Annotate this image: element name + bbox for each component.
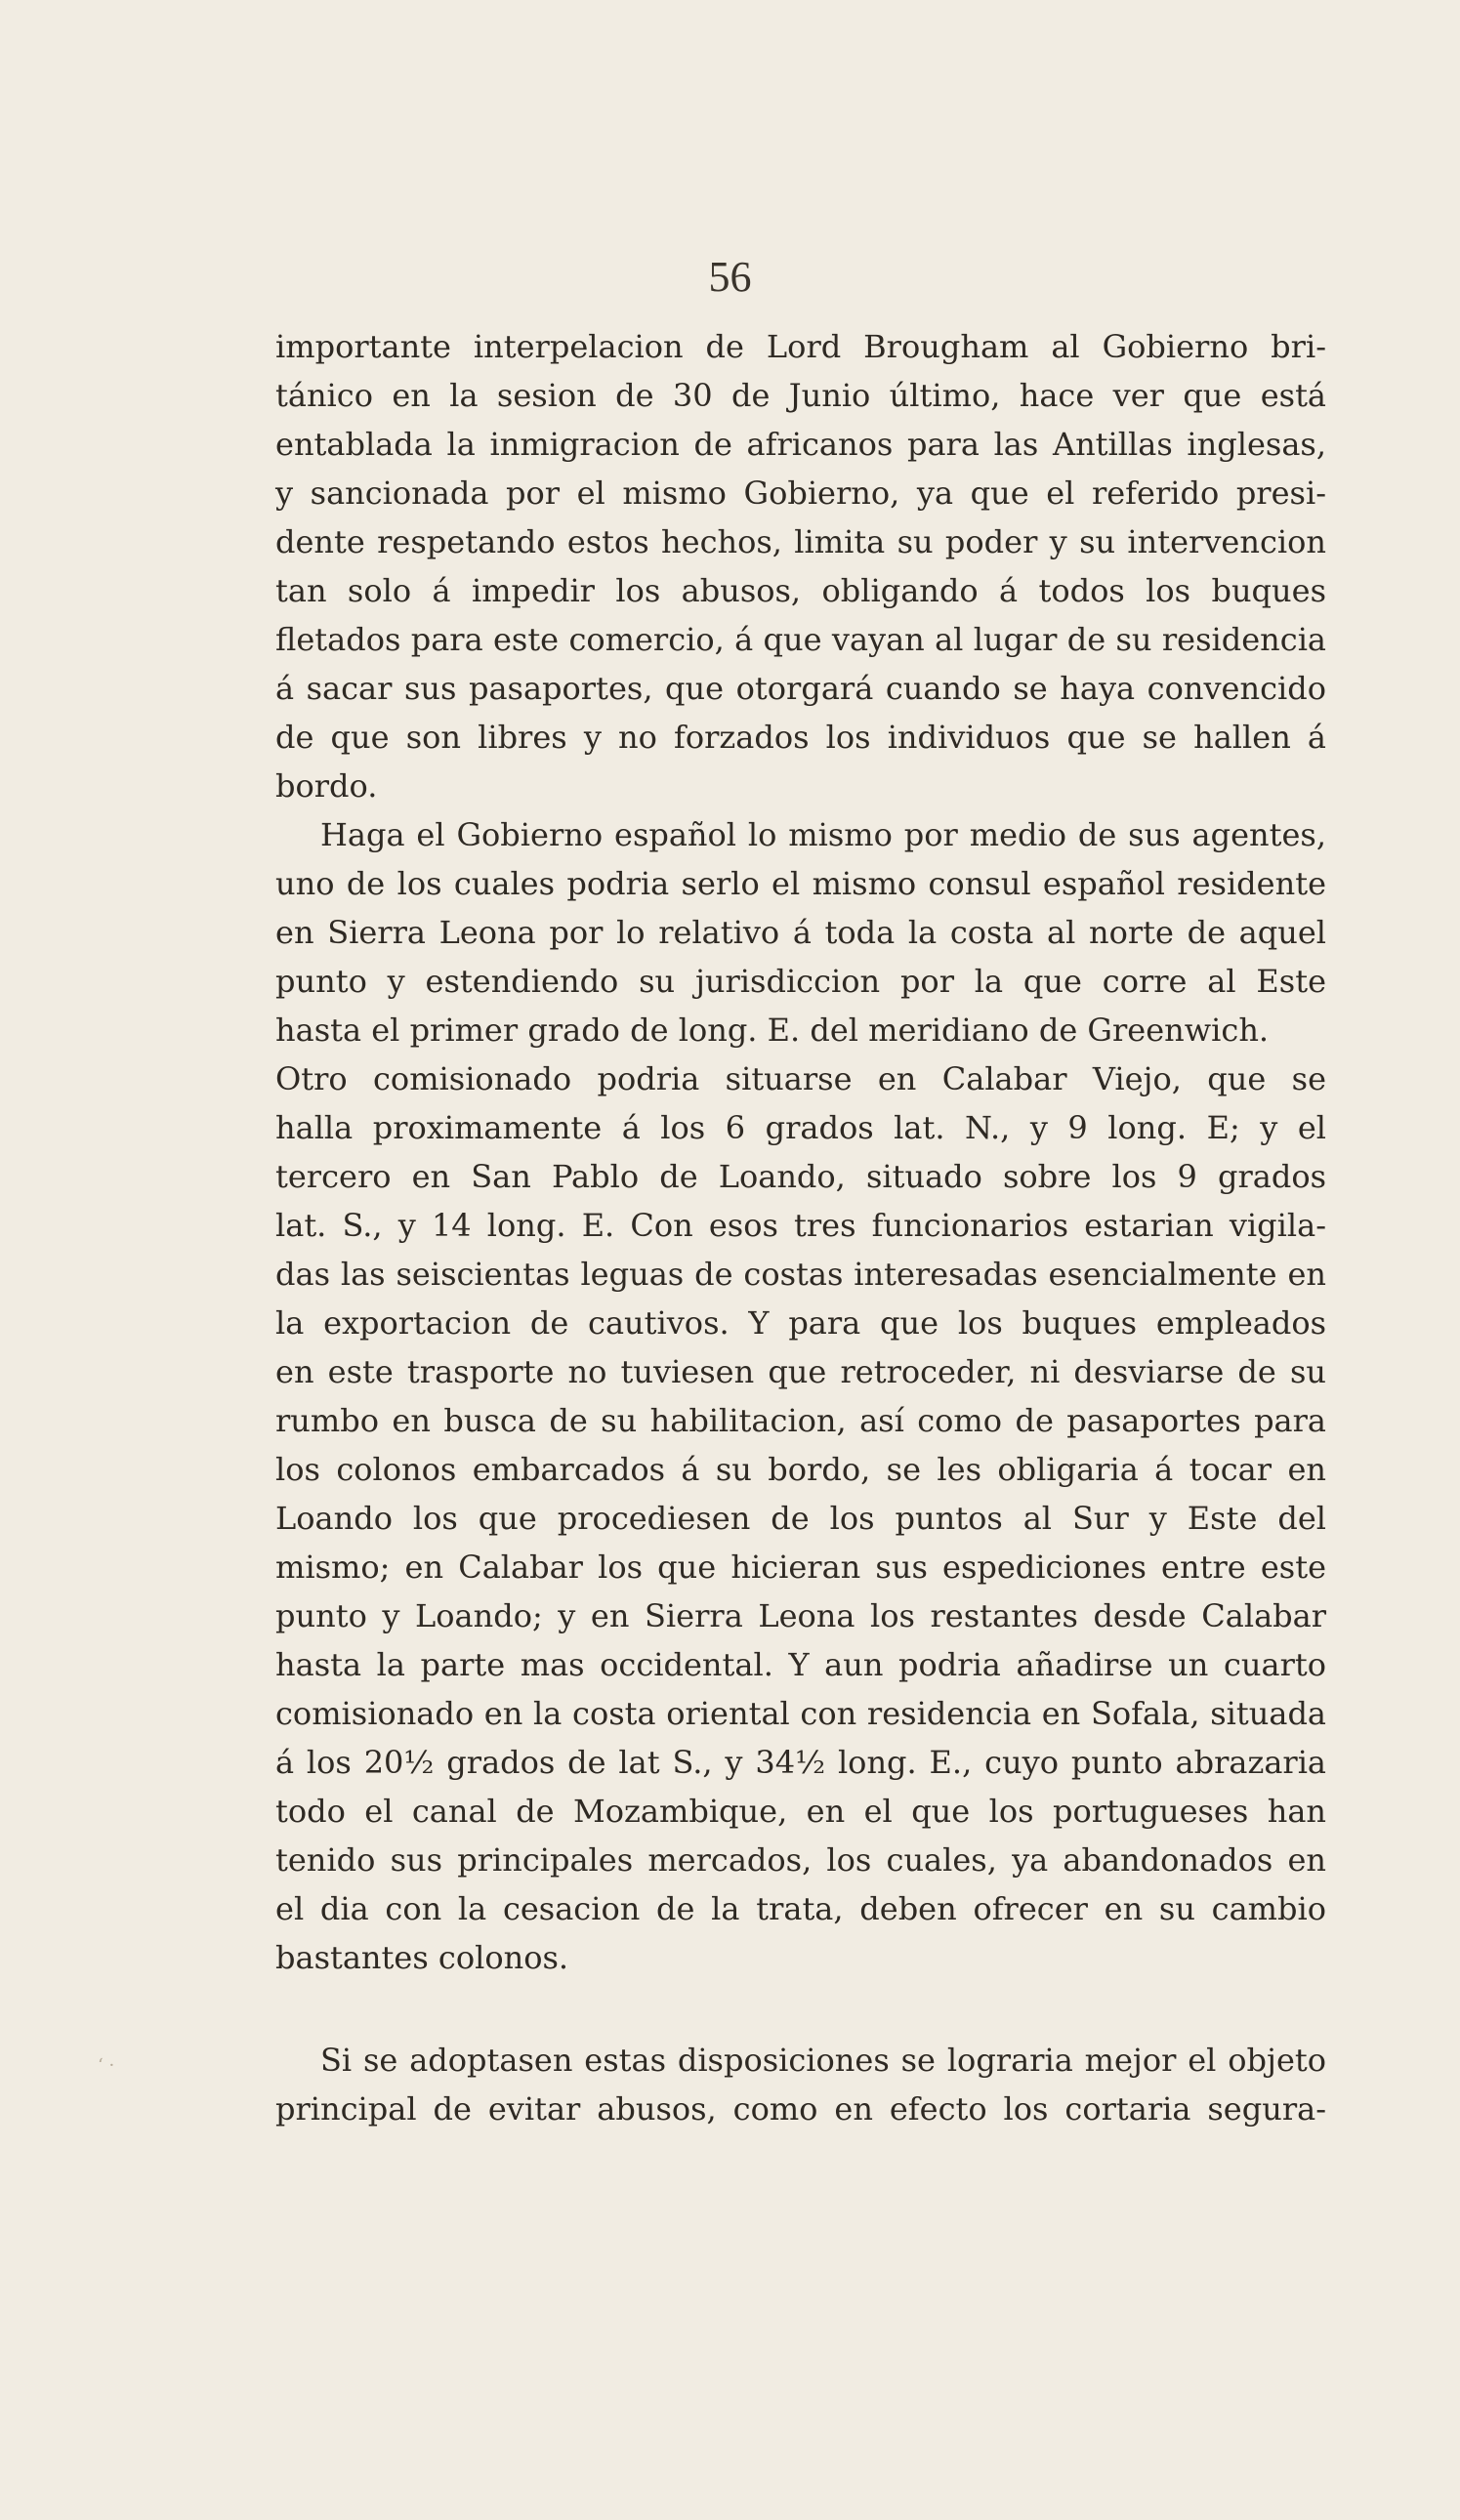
paragraph-3 <box>275 2036 1326 2133</box>
body-text <box>275 322 1326 1982</box>
text-line: hasta la parte mas occidental. Y aun podria añadirse un cuarto <box>275 1646 1326 1683</box>
paragraph-2 <box>275 810 1326 1982</box>
text-line: Si se adoptasen estas disposiciones se lograria mejor el objeto <box>320 2042 1326 2079</box>
text-line: lat. S., y 14 long. E. Con esos tres funcionarios estarian vigila- <box>275 1207 1326 1244</box>
text-line: en Sierra Leona por lo relativo á toda la costa al norte de aquel <box>275 914 1326 951</box>
text-line: rumbo en busca de su habilitacion, así como de pasaportes para <box>275 1402 1326 1439</box>
text-line: de que son libres y no forzados los individuos que se hallen á <box>275 719 1326 756</box>
text-line: dente respetando estos hechos, limita su poder y su intervencion <box>275 523 1326 560</box>
text-line: la exportacion de cautivos. Y para que los buques empleados <box>275 1304 1326 1342</box>
text-line: Loando los que procediesen de los puntos al Sur y Este del <box>275 1500 1326 1537</box>
text-line: á sacar sus pasaportes, que otorgará cuando se haya convencido <box>275 670 1326 707</box>
text-line: tánico en la sesion de 30 de Junio último, hace ver que está <box>275 377 1326 414</box>
text-line: los colonos embarcados á su bordo, se les obligaria á tocar en <box>275 1451 1326 1488</box>
text-line: bordo. <box>275 767 378 805</box>
text-line: mismo; en Calabar los que hicieran sus espediciones entre este <box>275 1549 1326 1586</box>
text-line: halla proximamente á los 6 grados lat. N., y 9 long. E; y el <box>275 1109 1326 1146</box>
text-line: punto y estendiendo su jurisdiccion por la que corre al Este <box>275 963 1326 1000</box>
text-line: todo el canal de Mozambique, en el que los portugueses han <box>275 1793 1326 1830</box>
paper-specks: ‘ · <box>98 2055 115 2076</box>
text-line: el dia con la cesacion de la trata, deben ofrecer en su cambio <box>275 1890 1326 1927</box>
text-line: uno de los cuales podria serlo el mismo consul español residente <box>275 865 1326 902</box>
text-line: Otro comisionado podria situarse en Calabar Viejo, que se <box>275 1060 1326 1097</box>
text-line: importante interpelacion de Lord Brougham al Gobierno bri- <box>275 328 1326 365</box>
text-line: entablada la inmigracion de africanos para las Antillas inglesas, <box>275 426 1326 463</box>
text-line: hasta el primer grado de long. E. del meridiano de Greenwich. <box>275 1012 1270 1049</box>
text-line: principal de evitar abusos, como en efecto los cortaria segura- <box>275 2090 1326 2128</box>
page-number: 56 <box>708 253 752 301</box>
text-line: punto y Loando; y en Sierra Leona los restantes desde Calabar <box>275 1597 1326 1634</box>
text-line: bastantes colonos. <box>275 1939 569 1976</box>
text-line: Haga el Gobierno español lo mismo por medio de sus agentes, <box>320 816 1326 853</box>
text-line: comisionado en la costa oriental con residencia en Sofala, situada <box>275 1695 1326 1732</box>
text-line: y sancionada por el mismo Gobierno, ya que el referido presi- <box>275 475 1326 512</box>
text-line: tercero en San Pablo de Loando, situado sobre los 9 grados <box>275 1158 1326 1195</box>
text-line: tan solo á impedir los abusos, obligando á todos los buques <box>275 572 1326 609</box>
text-line: fletados para este comercio, á que vayan al lugar de su residencia <box>275 621 1326 658</box>
text-line: das las seiscientas leguas de costas interesadas esencialmente en <box>275 1256 1326 1293</box>
paragraph-1 <box>275 322 1326 810</box>
text-line: en este trasporte no tuviesen que retroceder, ni desviarse de su <box>275 1353 1326 1390</box>
text-line: á los 20½ grados de lat S., y 34½ long. E., cuyo punto abrazaria <box>275 1744 1326 1781</box>
text-line: tenido sus principales mercados, los cuales, ya abandonados en <box>275 1841 1326 1879</box>
